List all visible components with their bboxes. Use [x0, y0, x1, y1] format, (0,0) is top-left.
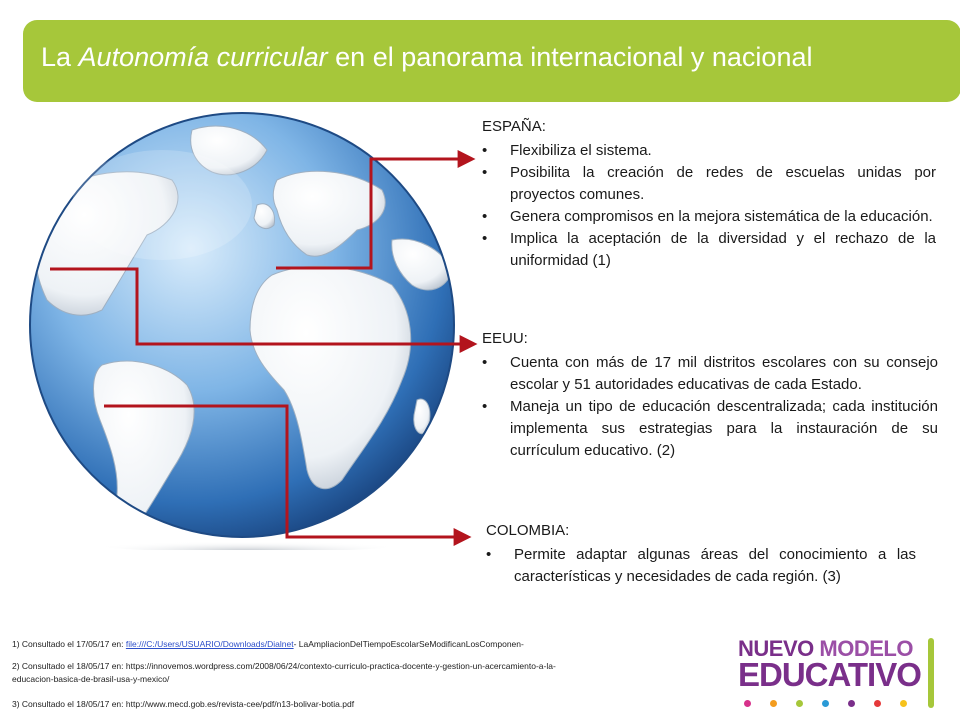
logo-dot [796, 700, 803, 707]
list-item [482, 352, 938, 396]
footnote-2-line-2: educacion-basica-de-brasil-usa-y-mexico/ [12, 674, 170, 684]
bullet-text: Posibilita la creación de redes de escuelas unidas por proyectos comunes. [510, 164, 936, 203]
section-heading-usa: EEUU: [482, 330, 528, 347]
list-item [482, 206, 936, 228]
footnote-3: 3) Consultado el 18/05/17 en: http://www.mecd.gob.es/revista-cee/pdf/n13-bolivar-botia.pdf [12, 699, 355, 709]
logo-word-modelo: MODELO [819, 636, 913, 661]
bullet-list-usa [482, 352, 938, 462]
logo-dot [848, 700, 855, 707]
bullet-icon: • [482, 398, 488, 415]
bullet-text: Implica la aceptación de la diversidad y el rechazo de la uniformidad (1) [510, 230, 936, 269]
bullet-icon: • [482, 354, 488, 371]
footnote-1-link[interactable]: file:///C:/Users/USUARIO/Downloads/Dialnet [125, 639, 294, 649]
logo-dot [770, 700, 777, 707]
logo-word-nuevo: NUEVO [738, 636, 814, 661]
list-item [482, 396, 938, 462]
list-item [482, 162, 936, 206]
bullet-icon: • [482, 142, 488, 159]
section-spain [482, 116, 936, 272]
bullet-text: Maneja un tipo de educación descentralizada; cada institución implementa sus estrategias para la instauración de su currículum educativo. (2) [510, 398, 938, 459]
bullet-icon: • [482, 208, 488, 225]
connector-usa [50, 269, 474, 344]
footnote-1-suffix: - LaAmpliacionDelTiempoEscolarSeModificanLosComponen- [293, 639, 524, 649]
logo-accent-bar [928, 638, 934, 708]
title-suffix: en el panorama internacional y nacional [327, 42, 813, 72]
bullet-text: Genera compromisos en la mejora sistemática de la educación. [510, 208, 933, 225]
title-prefix: La [41, 42, 79, 72]
connector-colombia [104, 406, 468, 537]
bullet-icon: • [482, 230, 488, 247]
bullet-text: Flexibiliza el sistema. [510, 142, 652, 159]
list-item [482, 140, 936, 162]
section-heading-spain: ESPAÑA: [482, 118, 546, 135]
list-item [482, 228, 936, 272]
bullet-list-spain [482, 140, 936, 272]
logo-word-educativo: EDUCATIVO [738, 656, 921, 693]
footnote-2 [12, 660, 556, 686]
list-item [486, 544, 916, 588]
bullet-list-colombia [486, 544, 916, 588]
logo-dot [744, 700, 751, 707]
section-heading-colombia: COLOMBIA: [486, 522, 570, 539]
logo-dot [874, 700, 881, 707]
footnote-1-prefix: 1) Consultado el 17/05/17 en: [12, 639, 126, 649]
bullet-icon: • [482, 164, 488, 181]
nuevo-modelo-educativo-logo [738, 636, 938, 710]
logo-dot [900, 700, 907, 707]
bullet-text: Permite adaptar algunas áreas del conocimiento a las características y necesidades de cada región. (3) [514, 546, 916, 585]
connector-spain [276, 159, 472, 268]
section-usa [482, 328, 938, 462]
title-italic: Autonomía curricular [78, 42, 328, 72]
bullet-icon: • [486, 546, 492, 563]
bullet-text: Cuenta con más de 17 mil distritos escolares con su consejo escolar y 51 autoridades educativas de cada Estado. [510, 354, 938, 393]
logo-dot [822, 700, 829, 707]
footnote-1 [12, 638, 524, 651]
section-colombia [486, 520, 916, 588]
footnote-2-line-1: 2) Consultado el 18/05/17 en: https://innovemos.wordpress.com/2008/06/24/contexto-curriculo-practica-docente-y-gestion-un-acercamiento-a-la- [12, 661, 556, 671]
